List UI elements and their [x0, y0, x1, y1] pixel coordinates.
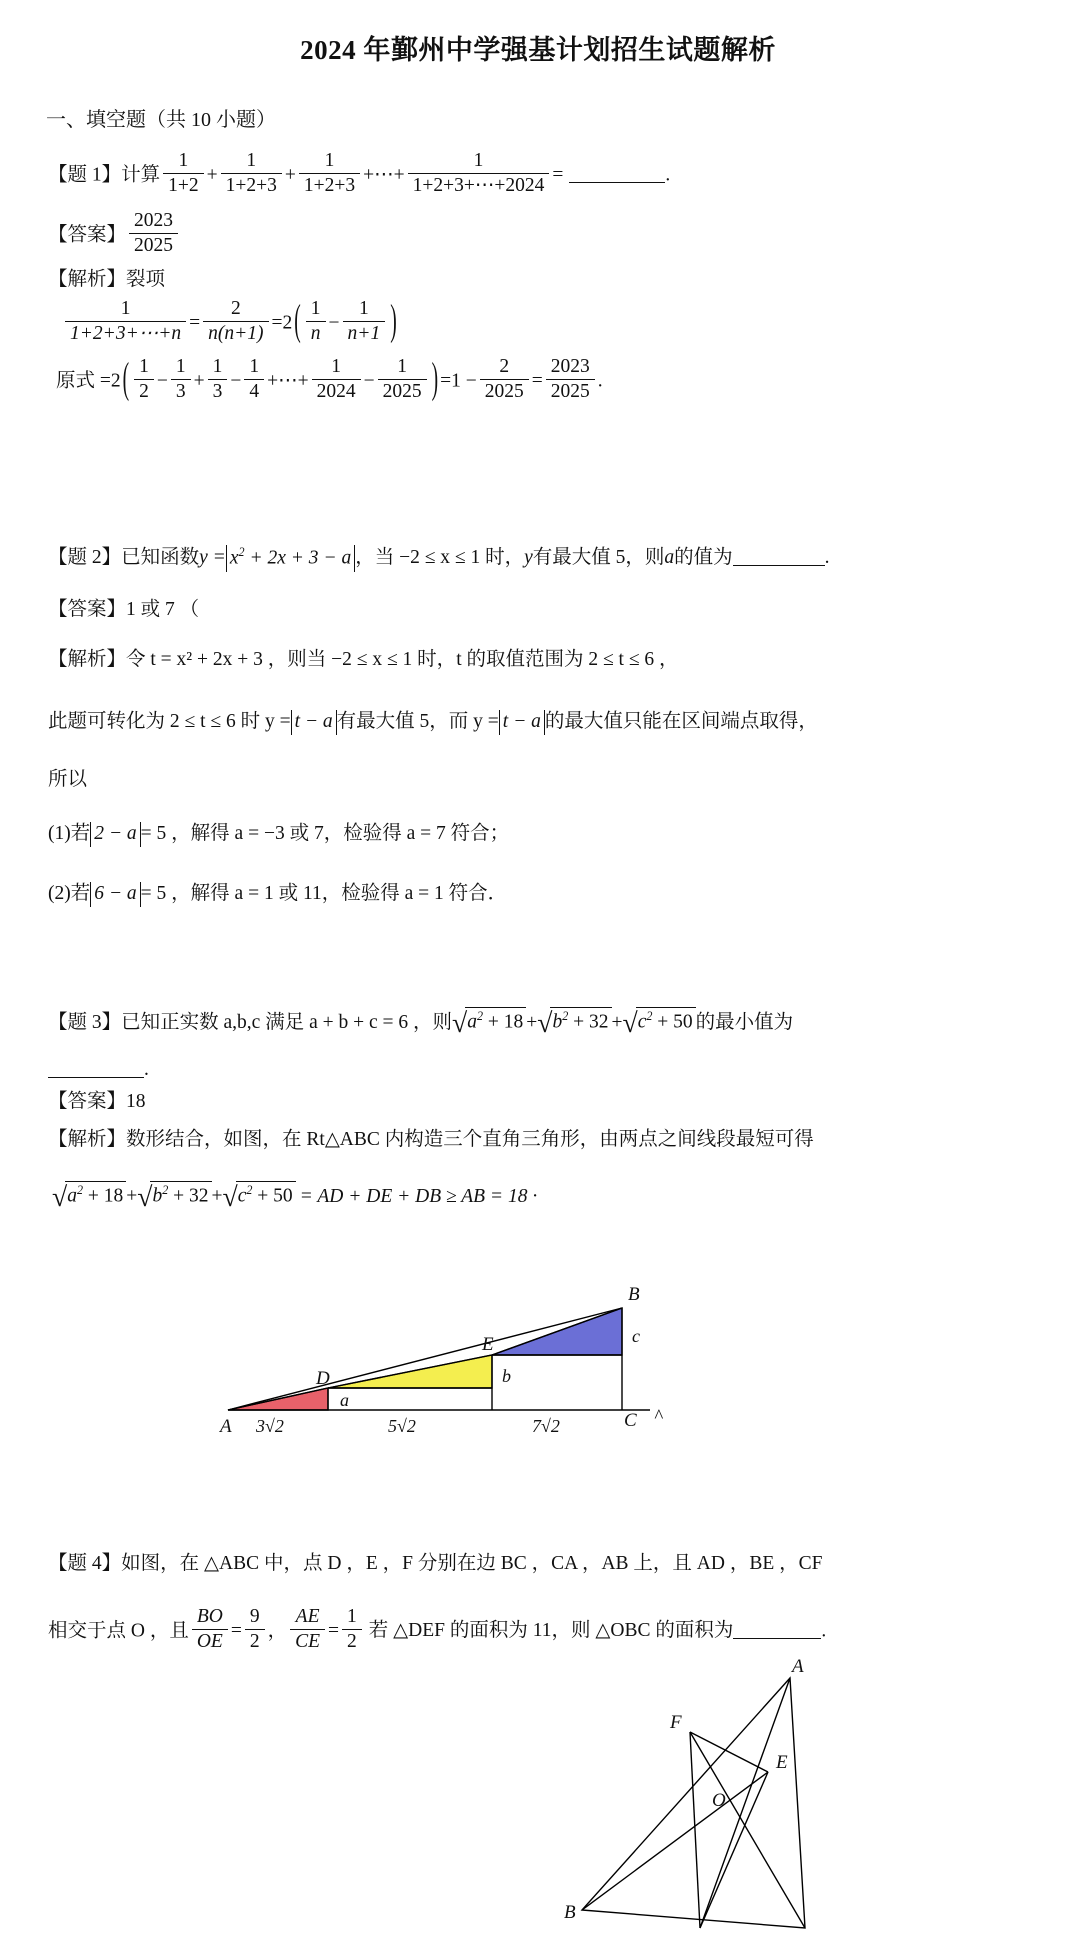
ratio-2-den: CE [295, 1631, 321, 1653]
p1-den-1: 1+2 [168, 175, 199, 197]
p1-num-4: 1 [408, 150, 550, 174]
problem-3-result-equation: $√a^2 + 18 +√b^2 + 32 +√c^2 + 50$ = AD + DE + DB ≥ AB = 18 · [52, 1181, 538, 1212]
ratio-1-value-num: 9 [245, 1606, 265, 1630]
problem-2-analysis-3: 所以 [48, 769, 88, 790]
problem-3-radical-2: $√b^2 + 32$ [537, 1006, 611, 1041]
problem-3-header: 【题 3】 [48, 1011, 122, 1033]
problem-2-a: a [664, 546, 675, 568]
problem-2-analysis-b: t 的取值范围为 2 ≤ t ≤ 6 ， [456, 649, 679, 670]
problem-3-radical-3: $√c^2 + 50$ [623, 1006, 696, 1041]
problem-2-analysis-d: 有最大值 5，而 y = [336, 711, 499, 733]
radical-3-const: 50 [673, 1011, 693, 1033]
d2-p1-num: 1 [171, 356, 191, 380]
right-triangle-construction-svg [210, 1240, 770, 1460]
problem-4-text-2b: 若 △DEF 的面积为 11，则 △OBC 的面积为 [368, 1620, 734, 1642]
d1-t2-num: 1 [343, 298, 386, 322]
d2-p0-num: 1 [134, 356, 154, 380]
case-1-text: = 5 ，解得 a = −3 或 7，检验得 a = 7 符合； [140, 823, 510, 845]
cevian-BE [582, 1772, 768, 1910]
problem-4-period: . [821, 1620, 827, 1642]
d1-coef: 2 [282, 312, 293, 334]
problem-2-analysis-c: 此题可转化为 2 ≤ t ≤ 6 时 y = [48, 711, 291, 733]
d1-lhs-den: 1+2+3+⋯+n [70, 323, 182, 345]
problem-3-figure [210, 1240, 770, 1460]
problem-4-figure [564, 1656, 1000, 1950]
problem-1-analysis-intro: 裂项 [126, 269, 166, 290]
d2-p5-num: 1 [378, 356, 427, 380]
problem-1-prompt: 计算 [121, 164, 161, 186]
problem-1-expression: $\frac{1}{1+2}$ + $\frac{1}{1+2+3}$ + $\frac{1}{1+2+3}$ +⋯+ $\frac{1}{1+2+3+\cdots+2024}$ = [160, 152, 563, 200]
d2-lead: 原式 = [56, 370, 111, 392]
section-heading: 一、填空题（共 10 小题） [46, 109, 276, 131]
problem-4-text-1: 如图，在 △ABC 中，点 D ，E ，F 分别在边 BC ，CA ，AB 上，且 AD ，BE ，CF [121, 1553, 823, 1574]
problem-4-statement-1 [48, 1552, 823, 1576]
problem-4-text-2a: 相交于点 O ，且 [48, 1620, 189, 1642]
problem-2-abs: $x^2 + 2x + 3 - a$ [226, 545, 355, 572]
vertex-label-C: C [624, 1410, 637, 1431]
height-label-b: b [502, 1366, 511, 1386]
problem-2-y: y = [199, 547, 226, 569]
analysis-label-3: 【解析】 [48, 1129, 127, 1150]
cevian-triangle-svg [564, 1656, 1000, 1950]
p1-den-3: 1+2+3 [303, 175, 356, 197]
problem-1-derivation-1: $\frac{1}{1+2+3+\cdots+n}$ = $\frac{2}{n(n+1)}$ =2 ( $\frac{1}{n}$ − $\frac{1}{n+1}$ ) [62, 300, 399, 348]
problem-2-period: . [824, 546, 830, 568]
d1-lhs-num: 1 [65, 298, 186, 322]
d2-p5-den: 2025 [382, 381, 422, 403]
analysis-label-2: 【解析】 [48, 649, 127, 670]
problem-2-header: 【题 2】 [48, 546, 122, 568]
problem-2-abs-1: t − a [291, 710, 337, 735]
case-1-abs: 2 − a [90, 822, 140, 847]
res-radical-3: 50 [273, 1185, 293, 1207]
problem-4-ratio-1 [192, 1606, 228, 1654]
d1-t1-den: n [310, 323, 321, 345]
problem-3-text-b: 的最小值为 [695, 1011, 794, 1033]
problem-2-answer-blank[interactable] [733, 546, 825, 566]
problem-3-period: . [144, 1059, 149, 1080]
problem-1-analysis-label [48, 268, 165, 292]
analysis-label-1: 【解析】 [48, 269, 127, 290]
radical-2-const: 32 [589, 1011, 609, 1033]
d2-result-lead: 1 − [451, 370, 477, 392]
segment-label-2: 5√2 [388, 1416, 416, 1436]
p1-ellipsis: +⋯+ [363, 164, 405, 186]
problem-3-answer-blank[interactable] [48, 1058, 144, 1078]
p1-num-1: 1 [163, 150, 204, 174]
d1-mid-den: n(n+1) [208, 323, 264, 345]
d2-p4-num: 1 [312, 356, 361, 380]
height-label-a: a [340, 1390, 349, 1410]
problem-2-analysis-a: 令 t = x² + 2x + 3 ，则当 −2 ≤ x ≤ 1 时， [126, 649, 457, 670]
res-radical-1: 18 [103, 1185, 124, 1207]
vertex-label-A: A [220, 1416, 232, 1437]
problem-2-analysis-e: 的最大值只能在区间端点取得， [544, 711, 818, 733]
p1-num-3: 1 [299, 150, 360, 174]
page-title: 2024 年鄞州中学强基计划招生试题解析 [300, 35, 776, 65]
d2-fin-num: 2023 [546, 356, 595, 380]
problem-3-radical-1: $√a^2 + 18$ [452, 1006, 526, 1041]
problem-2-case-1 [48, 822, 509, 847]
case-2-prefix: (2)若 [48, 883, 91, 905]
problem-1-header: 【题 1】 [48, 164, 122, 186]
segment-DE-inner [700, 1772, 768, 1928]
problem-3-answer-value: 18 [126, 1091, 146, 1112]
ratio-1-value-den: 2 [249, 1631, 260, 1653]
problem-2-analysis-2 [48, 710, 818, 735]
d1-minus: − [328, 312, 340, 334]
problem-3-text-a: 已知正实数 a,b,c 满足 a + b + c = 6 ，则 [121, 1011, 453, 1033]
line-A-to-B [228, 1308, 622, 1410]
answer-label-1: 【答案】 [48, 224, 127, 246]
d2-p4-den: 2024 [316, 381, 356, 403]
problem-2-statement [48, 545, 830, 572]
case-2-abs: 6 − a [90, 882, 140, 907]
d2-res-den: 2025 [484, 381, 524, 403]
problem-1-statement: 【题 1】计算 $\frac{1}{1+2}$ + $\frac{1}{1+2+3}$ + $\frac{1}{1+2+3}$ +⋯+ $\frac{1}{1+2+3+\cdots+2024}$ = . [48, 152, 670, 200]
d2-coef: 2 [110, 370, 121, 392]
problem-1-answer-line [48, 212, 181, 260]
problem-3-analysis-line [48, 1128, 814, 1152]
p4-vertex-label-B: B [564, 1902, 576, 1923]
problem-2-text-b: ，当 −2 ≤ x ≤ 1 时， [355, 546, 525, 568]
d2-p1-den: 3 [175, 381, 186, 403]
vertex-label-D: D [316, 1368, 330, 1389]
answer-label-2: 【答案】 [48, 599, 127, 620]
d1-t1-num: 1 [306, 298, 326, 322]
height-label-c: c [632, 1326, 640, 1346]
problem-3-statement: 【题 3】已知正实数 a,b,c 满足 a + b + c = 6 ，则$√a^2 + 18 +√b^2 + 32 +√c^2 + 50$ 的最小值为 [48, 1006, 793, 1041]
d2-fin-den: 2025 [550, 381, 590, 403]
p1-num-2: 1 [221, 150, 282, 174]
problem-4-ratio-2 [290, 1606, 325, 1654]
d1-t2-den: n+1 [347, 323, 381, 345]
d2-p0-den: 2 [139, 381, 149, 403]
problem-2-analysis-1 [48, 648, 679, 672]
segment-label-1: 3√2 [256, 1416, 284, 1436]
problem-2-text-f: 的值为 [674, 546, 733, 568]
ratio-2-value-den: 2 [347, 1631, 357, 1653]
p1-answer-num: 2023 [129, 210, 178, 234]
problem-1-answer-value [129, 210, 178, 258]
p1-den-2: 1+2+3 [225, 175, 277, 197]
problem-3-answer-line [48, 1090, 146, 1114]
d2-p2-den: 3 [212, 381, 223, 403]
segment-FD-inner [690, 1732, 700, 1928]
problem-2-abs-2: t − a [499, 710, 545, 735]
problem-4-answer-blank[interactable] [733, 1620, 821, 1640]
problem-3-analysis-text: 数形结合，如图，在 Rt△ABC 内构造三个直角三角形，由两点之间线段最短可得 [126, 1129, 814, 1150]
problem-2-text-a: 已知函数 [121, 546, 200, 568]
ratio-1-num: BO [192, 1606, 228, 1630]
d2-res-num: 2 [480, 356, 529, 380]
p4-vertex-label-O: O [712, 1790, 726, 1811]
ratio-2-value-num: 1 [342, 1606, 362, 1630]
problem-1-derivation-2: 原式 =2 ( $\frac{1}{2}$ − $\frac{1}{3}$ + $\frac{1}{3}$ − $\frac{1}{4}$ +⋯+ $\frac{1}{2024}$ − $\frac{1}{2025}$ ) =1 − $\frac{2}{2025}$ = $\frac{2023}{2025}$ . [56, 356, 603, 404]
vertex-label-B: B [628, 1284, 640, 1305]
problem-2-y2: y [524, 546, 533, 568]
answer-label-3: 【答案】 [48, 1091, 127, 1112]
p4-vertex-label-E: E [776, 1752, 788, 1773]
p1-equals: = [552, 164, 564, 186]
case-2-text: = 5 ，解得 a = 1 或 11，检验得 a = 1 符合． [140, 883, 508, 905]
ratio-1-den: OE [196, 1631, 223, 1653]
problem-2-case-2 [48, 882, 507, 907]
problem-4-statement-2: 相交于点 O ，且 $\frac{BO}{OE}$ = $\frac{9}{2}$ ， $\frac{AE}{CE}$ = $\frac{1}{2}$ 若 △DEF 的面积为 11，则 △OBC 的面积为 . [48, 1606, 827, 1653]
problem-2-text-d: 有最大值 5，则 [532, 546, 665, 568]
case-1-prefix: (1)若 [48, 823, 91, 845]
problem-2-answer-value: 1 或 7 （ [126, 599, 200, 620]
p1-answer-den: 2025 [134, 235, 174, 257]
p1-den-4: 1+2+3+⋯+2024 [412, 175, 545, 197]
problem-1-answer-blank[interactable] [569, 164, 665, 184]
d2-p3-den: 4 [249, 381, 260, 403]
d2-period: . [597, 370, 603, 392]
d1-mid-num: 2 [203, 298, 268, 322]
p4-vertex-label-F: F [670, 1712, 682, 1733]
d2-p3-num: 1 [244, 356, 264, 380]
problem-2-answer-line [48, 598, 199, 622]
problem-3-statement-cont [48, 1058, 149, 1082]
radical-1-const: 18 [503, 1011, 524, 1033]
problem-4-header: 【题 4】 [48, 1553, 122, 1574]
d2-p2-num: 1 [208, 356, 228, 380]
segment-label-3: 7√2 [532, 1416, 560, 1436]
p4-vertex-label-A: A [792, 1656, 804, 1677]
ratio-2-num: AE [290, 1606, 325, 1630]
problem-3-result-text: = AD + DE + DB ≥ AB = 18 · [299, 1185, 538, 1207]
caret-mark: ^ [654, 1406, 663, 1427]
vertex-label-E: E [482, 1334, 494, 1355]
res-radical-2: 32 [189, 1185, 209, 1207]
